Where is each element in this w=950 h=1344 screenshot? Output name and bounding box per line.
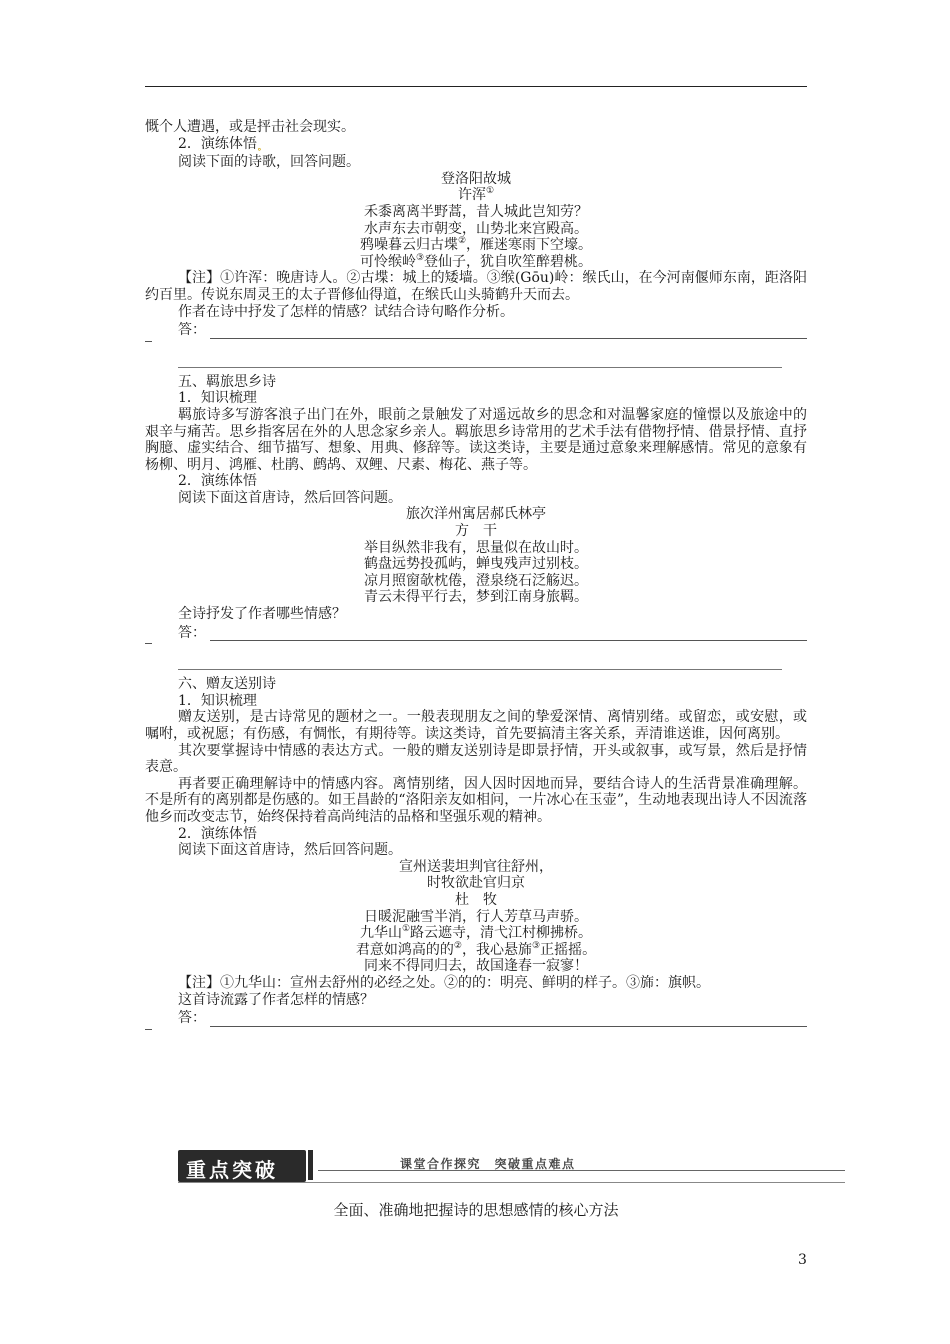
s4-poem-line-1: 禾黍离离半野蒿，昔人城此岂知劳？ [364, 203, 588, 220]
s6-poem-line-1: 日暖泥融雪半消，行人芳草马声骄。 [364, 908, 588, 925]
banner-title-block [178, 1150, 306, 1182]
s4-poem-line-2: 水声东去市朝变，山势北来宫殿高。 [364, 220, 588, 237]
s5-poem-title: 旅次洋州寓居郝氏林亭 [406, 506, 546, 523]
banner-divider-bar [308, 1150, 313, 1180]
s4-poem-title: 登洛阳故城 [441, 170, 511, 187]
s4-practice-heading: 2．演练体悟˳ [178, 135, 262, 152]
s4-answer-line[interactable]: 答： [145, 322, 807, 339]
s6-para-3: 再者要正确理解诗中的情感内容。离情别绪，因人因时因地而异，要结合诗人的生活背景准确理解。不是所有的离别都是伤感的。如王昌龄的“洛阳亲友如相问，一片冰心在玉壶”，生动地表现出诗人不因流落他乡而改变志节，始终保持着高尚纯洁的品格和坚强乐观的精神。 [145, 775, 807, 825]
s5-knowledge-text: 羁旅诗多写游客浪子出门在外，眼前之景触发了对遥远故乡的思念和对温馨家庭的憧憬以及旅途中的艰辛与痛苦。思乡指客居在外的人思念家乡亲人。羁旅思乡诗常用的艺术手法有借物抒情、借景抒情、直抒胸臆、虚实结合、细节描写、想象、用典、修辞等。读这类诗，主要是通过意象来理解感情。常见的意象有杨柳、明月、鸿雁、杜鹃、鹧鸪、双鲤、尺素、梅花、燕子等。 [145, 406, 807, 473]
page-number: 3 [798, 1252, 807, 1268]
s5-poem-line-4: 青云未得平行去，梦到江南身旅羁。 [364, 589, 588, 606]
s6-poem-line-4: 同来不得同归去，故国逢春一寂寥！ [364, 958, 588, 975]
s5-knowledge-heading: 1．知识梳理 [178, 390, 257, 407]
s6-note: 【注】①九华山：宣州去舒州的必经之处。②的的：明亮、鲜明的样子。③旆：旗帜。 [178, 974, 710, 991]
s5-answer-continuation [145, 641, 807, 661]
s4-answer-continuation [145, 339, 807, 359]
s6-answer-continuation [145, 1027, 807, 1047]
s6-para-2: 其次要掌握诗中情感的表达方式。一般的赠友送别诗是即景抒情，开头或叙事，或写景，然后是抒情表意。 [145, 742, 807, 776]
s5-divider [178, 669, 782, 670]
banner-rule [318, 1170, 845, 1171]
s5-answer-line[interactable]: 答： [145, 625, 807, 642]
s6-poem-title-1: 宣州送裴坦判官往舒州， [399, 858, 553, 875]
method-heading: 全面、准确地把握诗的思想感情的核心方法 [333, 1201, 619, 1219]
s5-practice-heading: 2．演练体悟 [178, 473, 257, 490]
s5-heading: 五、羁旅思乡诗 [178, 373, 276, 390]
s5-poem-line-1: 举目纵然非我有，思量似在故山时。 [364, 539, 588, 556]
s6-question: 这首诗流露了作者怎样的情感？ [178, 991, 374, 1008]
s6-answer-line[interactable]: 答： [145, 1010, 807, 1027]
s6-practice-heading: 2．演练体悟 [178, 825, 257, 842]
banner-subtitle: 课堂合作探究 突破重点难点 [400, 1157, 576, 1171]
s6-para-1: 赠友送别，是古诗常见的题材之一。一般表现朋友之间的挚爱深情、离情别绪。或留恋，或安慰，或嘱咐，或祝愿；有伤感，有惆怅，有期待等。读这类诗，首先要搞清主客关系，弄清谁送谁，因何离别。 [145, 709, 807, 742]
banner-bottom-rule [178, 1182, 845, 1183]
s4-divider [178, 367, 782, 368]
s6-poem-line-3: 君意如鸿高的的②，我心悬旆③正摇摇。 [355, 940, 597, 958]
s5-poem-line-3: 凉月照窗欹枕倦，澄泉绕石泛觞迟。 [364, 572, 588, 589]
s4-note: 【注】①许浑：晚唐诗人。②古堞：城上的矮墙。③缑(Gōu)岭：缑氏山，在今河南偃师东南，距洛阳约百里。传说东周灵王的太子晋修仙得道，在缑氏山头骑鹤升天而去。 [145, 270, 807, 303]
s4-question: 作者在诗中抒发了怎样的情感？试结合诗句略作分析。 [178, 303, 514, 320]
intro-tail: 慨个人遭遇，或是抨击社会现实。 [145, 119, 355, 135]
s4-instruction: 阅读下面的诗歌，回答问题。 [178, 154, 360, 171]
main-content [145, 119, 807, 1047]
s6-poem-author: 杜 牧 [455, 891, 497, 908]
s6-knowledge-heading: 1．知识梳理 [178, 692, 257, 709]
s5-poem-author: 方 干 [455, 523, 497, 540]
s6-poem-title-2: 时牧欲赴官归京 [427, 875, 525, 892]
s4-poem-author: 许浑① [457, 186, 495, 204]
s5-instruction: 阅读下面这首唐诗，然后回答问题。 [178, 489, 402, 506]
s5-question: 全诗抒发了作者哪些情感？ [178, 606, 346, 623]
s4-poem-line-4: 可怜缑岭③登仙子，犹自吹笙醉碧桃。 [359, 252, 593, 270]
key-breakthrough-banner [178, 1150, 845, 1186]
s6-instruction: 阅读下面这首唐诗，然后回答问题。 [178, 842, 402, 859]
s6-poem-line-2: 九华山①路云遮寺，清弋江村柳拂桥。 [359, 924, 593, 942]
banner-title: 重点突破 [186, 1158, 278, 1182]
header-rule [145, 86, 807, 87]
s5-poem-line-2: 鹤盘远势投孤屿，蝉曳残声过别枝。 [364, 556, 588, 573]
s4-poem-line-3: 鸦噪暮云归古堞②，雁迷寒雨下空壕。 [359, 236, 593, 254]
s6-heading: 六、赠友送别诗 [178, 676, 276, 693]
